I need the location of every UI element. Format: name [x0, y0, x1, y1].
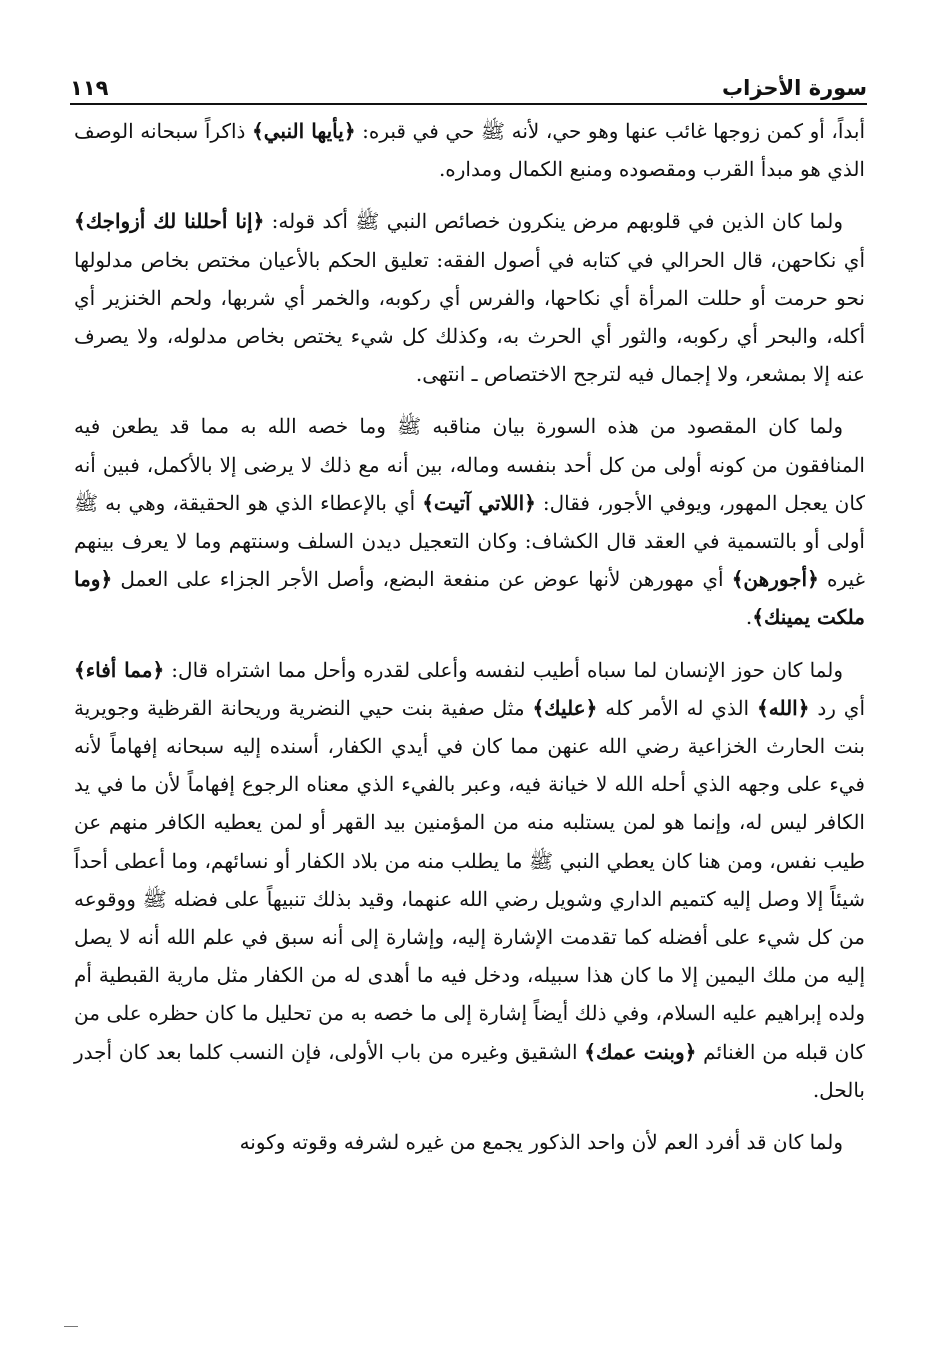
scan-mark	[64, 1326, 78, 1327]
quran-quote: ﴿يأيها النبي﴾	[252, 119, 356, 143]
quran-quote: ﴿اللاتي آتيت﴾	[422, 490, 536, 515]
text-run: ذاكراً سبحانه الوصف الذي هو مبدأ القرب ومقصوده ومنبع الكمال ومداره.	[74, 119, 865, 182]
text-run: ولما كان قد أفرد العم لأن واحد الذكور يجمع من غيره لشرفه وقوته وكونه	[239, 1130, 843, 1155]
text-run: ولما كان المقصود من هذه السورة بيان مناقبه ﷺ وما خصه الله به مما قد يطعن فيه المنافقون من كونه أولى من كل أحد بنفسه وماله، بين أنه مع ذلك لا يرضى إلا بالأكمل، فبين أنه كان يعجل المهور، ويوفي الأجور، فقال:	[74, 414, 865, 515]
paragraph-3	[74, 407, 865, 636]
quran-quote: ﴿أجورهن﴾	[731, 567, 819, 592]
running-title: سورة الأحزاب	[722, 76, 867, 100]
text-run: أبداً، أو كمن زوجها غائب عنها وهو حي، لأنه ﷺ حي في قبره:	[355, 119, 866, 143]
paragraph-2	[74, 202, 865, 393]
page-header	[70, 62, 867, 100]
text-run: .	[745, 605, 753, 630]
text-run: ولما كان الذين في قلوبهم مرض ينكرون خصائص النبي ﷺ أكد قوله:	[264, 209, 843, 234]
quran-quote: ﴿وبنت عمك﴾	[584, 1039, 697, 1064]
paragraph-5	[74, 1123, 865, 1161]
quran-quote: ﴿الله﴾	[757, 695, 810, 720]
page-number: ١١٩	[70, 76, 109, 100]
quran-quote: ﴿وما ملكت يمينك﴾	[74, 567, 865, 630]
paragraph-4	[74, 651, 865, 1109]
text-run: أي بالإعطاء الذي هو الحقيقة، وهي به ﷺ أولى أو بالتسمية في العقد قال الكشاف: وكان التعجيل ديدن السلف وسنتهم وما لا يعرف بينهم غيره	[74, 490, 865, 592]
text-run: مثل صفية بنت حيي النضرية وريحانة القرظية وجويرية بنت الحارث الخزاعية رضي الله عنهن مما كان في أيدي الكفار، أسنده إليه سبحانه إفهاماً لأنه فيء على وجهه الذي أحله الله لا خيانة فيه، وعبر بالفيء الذي معناه الرجوع إفهاماً لأن ما في يد الكافر ليس له، وإنما هو لمن يستلبه منه من المؤمنين بيد القهر أو لمن يعطيه الكافر منهم عن طيب نفس، ومن هنا كان يعطي النبي ﷺ ما يطلب منه من بلاد الكفار أو نسائهم، وما أعطى أحداً شيئاً إلا وصل إليه كتميم الداري وشويل رضي الله عنهما، وقيد بذلك تنبيهاً على فضله ﷺ ووقوعه من كل شيء على أفضله كما تقدمت الإشارة إليه، وإشارة إلى أنه سبق في علم الله أنه لا يصل إليه من ملك اليمين إلا ما كان هذا سبيله، ودخل فيه ما أهدى له من الكفار مثل مارية القبطية أم ولده إبراهيم عليه السلام، وفي ذلك أيضاً إشارة إلى ما خصه به من تحليل ما كان حظره على من كان قبله من الغنائم	[74, 695, 865, 1064]
text-run: أي نكاحهن، قال الحرالي في كتابه في أصول الفقه: تعليق الحكم بالأعيان مختص بخاص مدلولها نحو حرمت أو حللت المرأة أي نكاحها، والفرس أي ركوبه، والخمر أي شربها، ولحم الخنزير أي أكله، والبحر أي ركوبه، والثور أي الحرث به، وكذلك كل شيء يختص بخاص مدلوله، ولا يصرف عنه إلا بمشعر، ولا إجمال فيه لترجح الاختصاص ـ انتهى.	[74, 247, 865, 387]
page-body	[74, 112, 865, 1161]
quran-quote: ﴿عليك﴾	[532, 695, 598, 720]
text-run: الذي له الأمر كله	[597, 695, 757, 720]
quran-quote: ﴿إنا أحللنا لك أزواجك﴾	[74, 209, 265, 234]
text-run: أي رد	[809, 695, 865, 720]
text-run: ولما كان حوز الإنسان لما سباه أطيب لنفسه وأعلى لقدره وأحل مما اشتراه قال:	[164, 657, 843, 682]
text-run: أي مهورهن لأنها عوض عن منفعة البضع، وأصل الأجر الجزاء على العمل	[112, 567, 732, 592]
text-run: الشقيق وغيره من باب الأولى، فإن النسب كلما بعد كان أجدر بالحل.	[74, 1039, 865, 1102]
paragraph-1	[74, 112, 865, 188]
header-divider	[70, 103, 867, 105]
quran-quote: ﴿مما أفاء﴾	[74, 657, 165, 682]
